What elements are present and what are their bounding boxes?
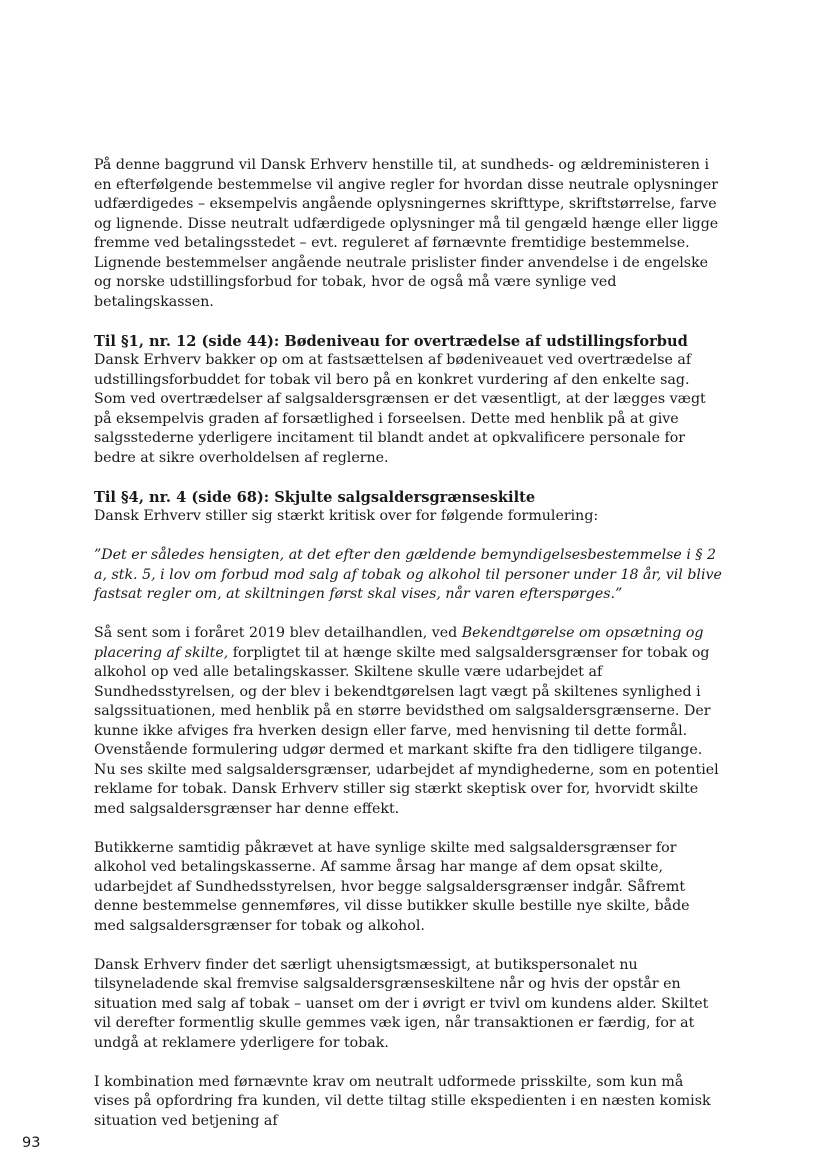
section-heading-fine-level: Til §1, nr. 12 (side 44): Bødeniveau for overtrædelse af udstillingsforbud — [94, 332, 688, 350]
paragraph-alcohol-signs: Butikkerne samtidig påkrævet at have synlige skilte med salgsaldersgrænser for alkohol ved betalingskasserne. Af samme årsag har mange af dem opsat skilte, udarbejdet af Sundhedsstyrelsen, hvor begge salgsaldersgrænser indgår. Såfremt denne bestemmelse gennemføres, vil disse butikker skulle bestille nye skilte, både med salgsaldersgrænser for tobak og alkohol. — [94, 839, 690, 934]
quoted-formulation: ”Det er således hensigten, at det efter den gældende bemyndigelsesbestemmelse i § 2 a, stk. 5, i lov om forbud mod salg af tobak og alkohol til personer under 18 år, vil blive fastsat regler om, at skiltningen først skal vises, når varen efterspørges.” — [94, 547, 722, 602]
regulation-title: Bekendtgørelse om opsætning og placering af skilte, — [94, 625, 704, 661]
paragraph-regulation-2019 — [94, 624, 722, 741]
paragraph-policy-shift: Ovenstående formulering udgør dermed et markant skifte fra den tidligere tilgange. Nu ses skilte med salgsaldersgrænser, udarbejdet af myndighederne, som en potentiel reklame for tobak. Dansk Erhverv stiller sig stærkt skeptisk over for, hvorvidt skilte med salgsaldersgrænser har denne effekt. — [94, 742, 719, 817]
paragraph-neutral-information: På denne baggrund vil Dansk Erhverv henstille til, at sundheds- og ældreministeren i en efterfølgende bestemmelse vil angive regler for hvordan disse neutrale oplysninger udfærdigedes – eksempelvis angående oplysningernes skrifttype, skriftstørrelse, farve og lignende. Disse neutralt udfærdigede oplysninger må til gengæld hænge eller ligge fremme ved betalingsstedet – evt. reguleret af førnævnte fremtidige bestemmelse. Lignende bestemmelser angående neutrale prislister finder anvendelse i de engelske og norske udstillingsforbud for tobak, hvor de også må være synlige ved betalingskassen. — [94, 157, 719, 310]
paragraph-fine-level: Dansk Erhverv bakker op om at fastsættelsen af bødeniveauet ved overtrædelse af udstillingsforbuddet for tobak vil bero på en konkret vurdering af den enkelte sag. Som ved overtrædelser af salgsaldersgrænsen er det væsentligt, at der lægges vægt på eksempelvis graden af forsætlighed i forseelsen. Dette med henblik på at give salgsstederne yderligere incitament til blandt andet at opkvalificere personale for bedre at sikre overholdelsen af reglerne. — [94, 352, 706, 466]
paragraph-regulation-2019-rest: forpligtet til at hænge skilte med salgsaldersgrænser for tobak og alkohol op ved alle betalingskasser. Skiltene skulle være udarbejdet af Sundhedsstyrelsen, og der blev i bekendtgørelsen lagt vægt på skiltenes synlighed i salgssituationen, med henblik på en større bevidsthed om salgsaldersgrænserne. Der kunne ikke afviges fra hverken design eller farve, med henvisning til dette formål. — [94, 644, 711, 739]
section-heading-hidden-signs: Til §4, nr. 4 (side 68): Skjulte salgsaldersgrænseskilte — [94, 488, 536, 506]
page-number: 93 — [22, 1135, 41, 1151]
paragraph-regulation-2019-start: Så sent som i foråret 2019 blev detailhandlen, ved — [94, 625, 462, 641]
paragraph-combination: I kombination med førnævnte krav om neutralt udformede prisskilte, som kun må vises på opfordring fra kunden, vil dette tiltag stille ekspedienten i en næsten komisk situation ved betjening af — [94, 1073, 711, 1129]
paragraph-critical-intro: Dansk Erhverv stiller sig stærkt kritisk over for følgende formulering: — [94, 508, 599, 524]
document-body — [94, 156, 722, 1131]
paragraph-staff-display: Dansk Erhverv finder det særligt uhensigtsmæssigt, at butikspersonalet nu tilsyneladende skal fremvise salgsaldersgrænseskiltene når og hvis der opstår en situation med salg af tobak – uanset om der i øvrigt er tvivl om kundens alder. Skiltet vil derefter formentlig skulle gemmes væk igen, når transaktionen er færdig, for at undgå at reklamere yderligere for tobak. — [94, 956, 709, 1051]
